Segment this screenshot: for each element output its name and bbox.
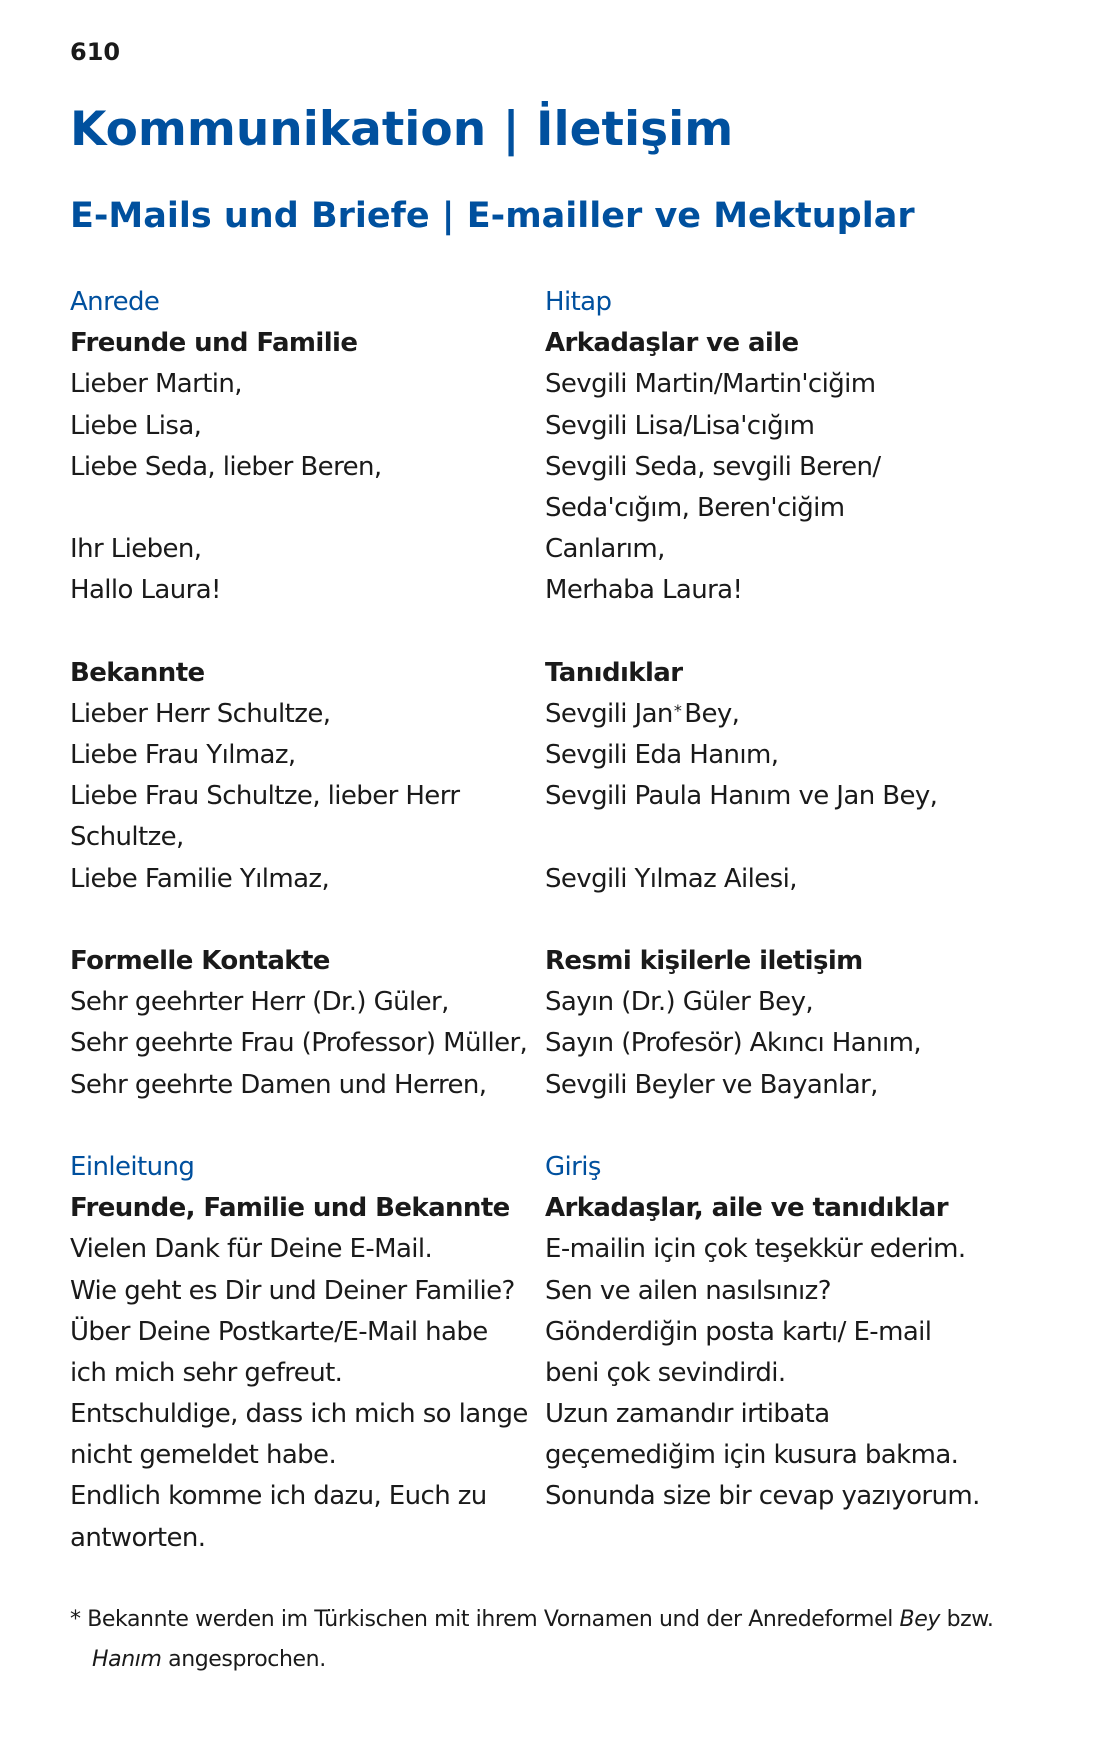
page-number: 610 [70,38,121,66]
turkish-phrase [545,1353,1065,1394]
german-phrase [70,1023,540,1064]
turkish-phrase [545,364,1065,405]
german-line-text: Ihr Lieben, [70,534,202,565]
turkish-phrase [545,859,1065,900]
turkish-line-text: Sen ve ailen nasılsınız? [545,1275,831,1306]
turkish-line-text: Uzun zamandır irtibata [545,1399,830,1430]
turkish-line-text: Sevgili Lisa/Lisa'cığım [545,410,815,441]
turkish-phrase [545,735,1065,776]
turkish-spacer [545,1106,1065,1147]
turkish-line-text: Seda'cığım, Beren'ciğim [545,492,845,523]
footnote-line-1 [70,1600,1050,1640]
german-spacer [70,1106,540,1147]
german-phrase [70,447,540,488]
german-line-text: Freunde, Familie und Bekannte [70,1193,510,1224]
german-phrase [70,529,540,570]
turkish-line-text: Tanıdıklar [545,657,683,688]
turkish-line-text: Arkadaşlar ve aile [545,328,799,359]
footnote-text: bzw. [939,1607,994,1632]
turkish-line-text: Sevgili Paula Hanım ve Jan Bey, [545,781,938,812]
german-line-text: Liebe Frau Schultze, lieber Herr [70,781,460,812]
turkish-phrase [545,1312,1065,1353]
turkish-line-text: Sonunda size bir cevap yazıyorum. [545,1481,980,1512]
footnote-term-hanim: Hanım [92,1647,162,1672]
german-phrase [70,570,540,611]
german-line-text: Liebe Frau Yılmaz, [70,740,296,771]
german-subheading [70,653,540,694]
turkish-phrase [545,1271,1065,1312]
turkish-phrase [545,488,1065,529]
german-phrase [70,406,540,447]
german-line-text: ich mich sehr gefreut. [70,1357,343,1388]
turkish-line-text: Sevgili Yılmaz Ailesi, [545,863,797,894]
german-phrase [70,1518,540,1559]
turkish-line-text: Sevgili Martin/Martin'ciğim [545,369,876,400]
turkish-line-text: Sayın (Profesör) Akıncı Hanım, [545,1028,921,1059]
turkish-phrase [545,1435,1065,1476]
turkish-spacer [545,612,1065,653]
footnote-term-bey: Bey [899,1607,940,1632]
german-line-text: antworten. [70,1522,206,1553]
german-subheading [70,1188,540,1229]
section-subtitle: E-Mails und Briefe | E-mailler ve Mektuplar [70,196,915,236]
turkish-section-heading [545,1147,1065,1188]
turkish-line-text: E-mailin için çok teşekkür ederim. [545,1234,966,1265]
turkish-line-text: Bey, [684,698,740,729]
turkish-column [545,282,1065,1518]
german-line-text: Einleitung [70,1151,195,1182]
turkish-line-text: Sevgili Beyler ve Bayanlar, [545,1069,878,1100]
turkish-phrase [545,776,1065,817]
turkish-phrase [545,570,1065,611]
german-phrase [70,1312,540,1353]
german-line-text: Liebe Seda, lieber Beren, [70,451,382,482]
german-line-text: Bekannte [70,657,205,688]
turkish-line-text: Sevgili Seda, sevgili Beren/ [545,451,881,482]
german-line-text: Entschuldige, dass ich mich so lange [70,1399,528,1430]
german-phrase [70,1435,540,1476]
turkish-phrase [545,1023,1065,1064]
german-line-text: Sehr geehrte Damen und Herren, [70,1069,487,1100]
german-phrase [70,1271,540,1312]
german-line-text: Lieber Martin, [70,369,242,400]
turkish-phrase [545,1394,1065,1435]
turkish-line-text: Arkadaşlar, aile ve tanıdıklar [545,1193,948,1224]
turkish-spacer [545,817,1065,858]
german-phrase [70,776,540,817]
german-subheading [70,941,540,982]
turkish-line-text: Canlarım, [545,534,665,565]
german-section-heading [70,282,540,323]
turkish-phrase [545,529,1065,570]
turkish-phrase [545,1229,1065,1270]
german-phrase [70,982,540,1023]
german-phrase [70,1229,540,1270]
german-section-heading [70,1147,540,1188]
german-phrase [70,1476,540,1517]
turkish-line-text: Sevgili Jan [545,698,673,729]
turkish-line-text: geçemediğim için kusura bakma. [545,1440,959,1471]
turkish-phrase [545,694,1065,735]
turkish-line-text: beni çok sevindirdi. [545,1357,786,1388]
turkish-phrase [545,406,1065,447]
german-line-text: Vielen Dank für Deine E-Mail. [70,1234,433,1265]
german-line-text: Liebe Familie Yılmaz, [70,863,330,894]
turkish-line-text: Resmi kişilerle iletişim [545,946,863,976]
german-spacer [70,488,540,529]
german-line-text: Sehr geehrter Herr (Dr.) Güler, [70,987,449,1018]
german-phrase [70,859,540,900]
turkish-phrase [545,1476,1065,1517]
footnote-text: * Bekannte werden im Türkischen mit ihrem Vornamen und der Anredeformel [70,1607,900,1632]
turkish-line-text: Sayın (Dr.) Güler Bey, [545,987,814,1018]
german-phrase [70,1065,540,1106]
turkish-line-text: Sevgili Eda Hanım, [545,740,779,771]
german-line-text: Hallo Laura! [70,575,221,606]
footnote-line-2 [70,1640,1050,1680]
turkish-phrase [545,982,1065,1023]
turkish-phrase [545,447,1065,488]
footnote [70,1600,1050,1680]
german-phrase [70,694,540,735]
page-title: Kommunikation | İletişim [70,102,734,157]
turkish-line-text: Merhaba Laura! [545,575,743,606]
german-line-text: Formelle Kontakte [70,946,330,976]
german-phrase [70,1353,540,1394]
footnote-text: angesprochen. [161,1647,326,1672]
german-column [70,282,540,1559]
german-line-text: Liebe Lisa, [70,410,202,441]
german-spacer [70,900,540,941]
german-line-text: Endlich komme ich dazu, Euch zu [70,1481,487,1512]
turkish-line-text: Hitap [545,287,612,317]
german-line-text: Lieber Herr Schultze, [70,698,331,729]
german-line-text: Sehr geehrte Frau (Professor) Müller, [70,1028,528,1059]
turkish-spacer [545,900,1065,941]
german-line-text: Wie geht es Dir und Deiner Familie? [70,1275,515,1306]
turkish-subheading [545,653,1065,694]
turkish-subheading [545,323,1065,364]
german-phrase [70,735,540,776]
german-line-text: Anrede [70,287,160,317]
turkish-subheading [545,1188,1065,1229]
german-spacer [70,612,540,653]
german-phrase [70,817,540,858]
footnote-marker: * [673,700,682,720]
german-subheading [70,323,540,364]
german-line-text: Über Deine Postkarte/E-Mail habe [70,1316,488,1347]
german-line-text: Freunde und Familie [70,328,358,359]
german-line-text: nicht gemeldet habe. [70,1440,337,1471]
turkish-line-text: Gönderdiğin posta kartı/ E-mail [545,1316,932,1347]
turkish-section-heading [545,282,1065,323]
german-phrase [70,364,540,405]
turkish-subheading [545,941,1065,982]
turkish-line-text: Giriş [545,1151,601,1182]
german-phrase [70,1394,540,1435]
german-line-text: Schultze, [70,822,184,853]
turkish-phrase [545,1065,1065,1106]
